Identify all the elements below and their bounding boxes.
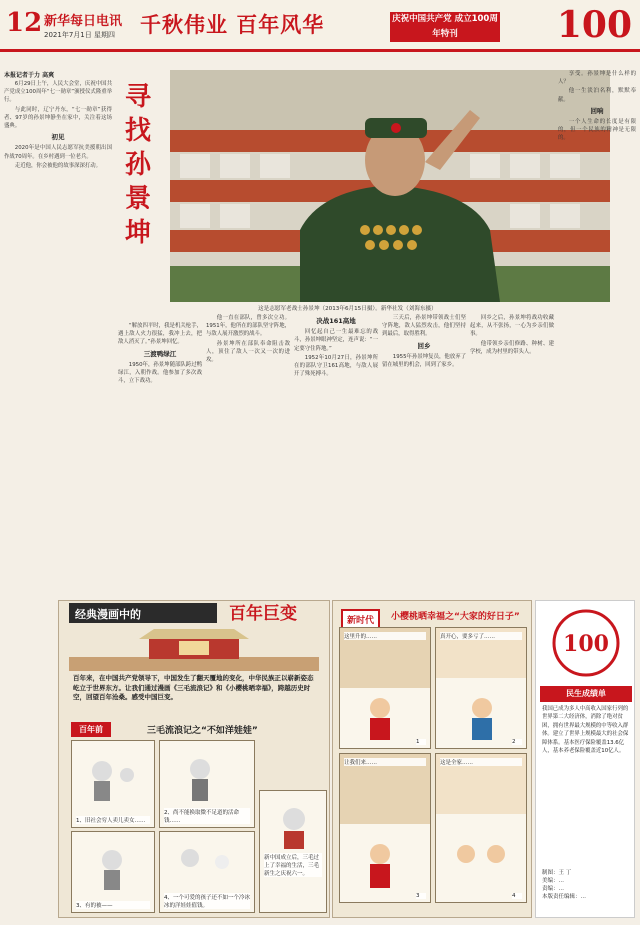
speech-bubble: 真开心，要多亏了…… <box>440 632 522 640</box>
section-heading: 三渡鸭绿江 <box>143 349 177 358</box>
photo-caption: 这是志愿军老战士孙景坤（2013年6月15日摄）。新华社发（刘海东摄） <box>258 306 437 312</box>
livelihood-stats-box <box>535 600 635 918</box>
special-issue-badge: 庆祝中国共产党 成立100周年特刊 <box>390 12 500 42</box>
article-column-4: 决战161高地 回忆起自己一生最难忘的战斗，孙景坤眼神坚定，连声说：“一定要守住阵地。” 1952年10月27日，孙景坤所在的部队守卫161高地，与敌人展开了殊死搏斗。 <box>294 317 378 378</box>
speech-bubble: 这是全家…… <box>440 758 522 766</box>
panel-number: 2 <box>512 739 522 745</box>
article-column-2: “解放四平时，我是机关枪手，遇上敌人火力很猛，我冲上去，把敌人消灭了。”孙景坤回忆。 三渡鸭绿江 1950年，孙景坤随部队跨过鸭绿江，入朝作战。他参加了多次战斗，立下战功。 <box>118 323 202 385</box>
comic-panel-2 <box>159 740 255 828</box>
comic-caption: 2、尚不能换取微不足道的活命钱…… <box>164 808 250 824</box>
new-era-title: 小樱桃晒幸福之“大家的好日子” <box>391 612 520 622</box>
story-title: 三毛流浪记之“不如洋娃娃” <box>147 726 258 736</box>
comic-caption: 3、有的被—— <box>76 901 150 909</box>
paper-name: 新华每日电讯 <box>44 14 123 29</box>
comic-caption: 1、旧社会穷人卖儿卖女…… <box>76 816 150 824</box>
panel-number: 4 <box>512 893 522 899</box>
comic-panel-1 <box>71 740 155 828</box>
classic-comic-section <box>58 600 330 918</box>
before-label: 百年前 <box>71 722 111 737</box>
speech-bubble: 让我们来…… <box>344 758 426 766</box>
comic-caption: 4、一个可爱的孩子还不如一个冷冰冰的洋娃娃值钱。 <box>164 895 251 909</box>
comic-panel-3 <box>339 753 431 903</box>
svg-text:100: 100 <box>563 631 609 657</box>
issue-date: 2021年7月1日 星期四 <box>44 31 115 39</box>
stats-text: 我国已成为多人中高收入国家行列的世界第二大经济体，消除了绝对贫困，拥有世界最大规模的中等收入群体。建立了世界上规模最大的社会保障体系。基本医疗保险覆盖13.6亿人，基本养老保险覆盖近10亿人。 <box>542 706 629 755</box>
comic-panel-1 <box>339 627 431 749</box>
comic-intro: 百年来，在中国共产党领导下，中国发生了翻天覆地的变化，中华民族正以崭新姿态屹立于世界东方。让我们通过漫画《三毛流浪记》和《小樱桃晒幸福》，跨越历史时空，回望百年沧桑。感受中国巨变。 <box>73 674 314 701</box>
new-era-badge: 新时代 <box>341 609 380 630</box>
page-number: 12 <box>6 8 43 38</box>
comic-panel-4 <box>435 753 527 903</box>
section-heading: 决战161高地 <box>316 317 356 325</box>
comic-panel-new-china <box>259 790 327 913</box>
headline: 寻找孙景坤 <box>124 82 151 248</box>
tiananmen-illustration <box>69 627 319 671</box>
centenary-logo: 100 <box>556 4 632 46</box>
comic-panel-2 <box>435 627 527 749</box>
article-column-3: 他一直在部队，曾多次立功。1951年，他所在的部队坚守阵地，与敌人展开激烈的战斗。 孙景坤所在部队奉命阻击敌人，顶住了敌人一次又一次的进攻。 <box>206 315 290 364</box>
comic-section-title: 经典漫画中的 <box>69 603 217 623</box>
article-column-6: 回乡之后，孙景坤将战功收藏起来，从不张扬，一心为乡亲们做事。 他带领乡亲们修路、种树、建学校，成为村里的带头人。 <box>470 315 554 355</box>
comic-panel-4 <box>159 831 255 913</box>
section-heading: 初见 <box>51 133 65 142</box>
page-header <box>0 0 640 52</box>
section-heading: 回乡 <box>417 341 431 350</box>
comic-note: 新中国成立后，三毛过上了幸福的生活，三毛新生之庆祝六一。 <box>264 853 322 877</box>
credits: 制图：王 丁 美编：… 责编：… 本版责任编辑：… <box>542 870 587 900</box>
comic-panel-3 <box>71 831 155 913</box>
comic-section-title-2: 百年巨变 <box>229 604 297 624</box>
section-heading: 回响 <box>590 106 604 115</box>
speech-bubble: 这里升的…… <box>344 632 426 640</box>
veteran-photo <box>170 70 610 302</box>
panel-number: 3 <box>416 893 426 899</box>
byline: 本报记者于力 高爽 <box>4 72 55 79</box>
centenary-emblem <box>550 607 622 679</box>
article-column-5: 三天后，孙景坤带领战士们坚守阵地，敌人猛烈攻击，他们坚持到最后，取得胜利。 回乡 1955年孙景坤复员，他放弃了留在城里的机会，回到了家乡。 <box>382 315 466 369</box>
panel-number: 1 <box>416 739 426 745</box>
stats-title: 民生成绩单 <box>540 686 632 702</box>
new-era-comic-section <box>332 600 532 918</box>
article-column-1: 6月29日上午，人民大会堂，庆祝中国共产党成立100周年“七一勋章”颁授仪式隆重举行。 与此同时，辽宁丹东，“七一勋章”获得者、97岁的孙景坤静坐在家中，关注着这场盛典。 初见 2020年是中国人民志愿军抗美援朝出国作战70周年。在乡村遇到一位老兵。 走近他，你会被他的故事深深打动。 <box>4 81 112 169</box>
article-column-7: 享受。孙景坤是什么样的人？ 他一生淡泊名利，默默奉献。 回响 一个人生命的长度是有限的，但一个民族的精神是无限的。 <box>558 71 636 142</box>
page-title: 千秋伟业 百年风华 <box>140 12 325 37</box>
